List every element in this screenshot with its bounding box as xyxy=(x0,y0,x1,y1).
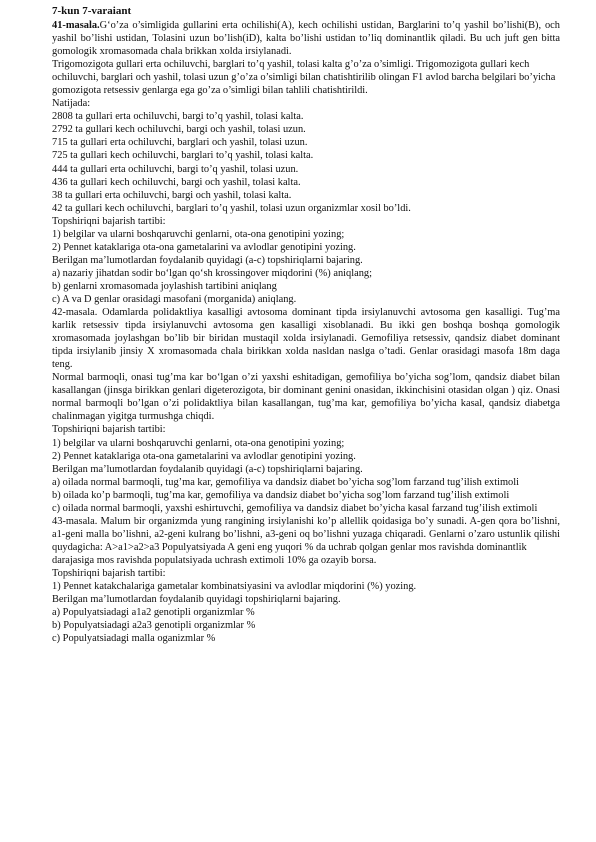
task-item: c) A va D genlar orasidagi masofani (morganida) aniqlang. xyxy=(52,293,297,305)
order-title: Topshiriqni bajarish tartibi: xyxy=(52,215,166,227)
problem-43-paragraph-2: darajasiga mos ravishda populatsiyada uchrash extimoli 10% ga ozayib borsa. xyxy=(52,554,377,566)
result-line: 2792 ta gullari kech ochiluvchi, bargi och yashil, tolasi uzun. xyxy=(52,124,306,136)
task-item: c) Populyatsiadagi malla oganizmlar % xyxy=(52,633,216,645)
tasks-intro: Berilgan ma’lumotlardan foydalanib quyidagi (a-c) topshiriqlarni bajaring. xyxy=(52,463,363,475)
task-item: b) oilada ko’p barmoqli, tug’ma kar, gemofiliya va dandsiz diabet bo’yicha sog’lom farzand tug’ilish extimoli xyxy=(52,489,510,501)
order-item: 1) belgilar va ularni boshqaruvchi genlarni, ota-ona genotipini yozing; xyxy=(52,437,345,449)
order-item: 2) Pennet kataklariga ota-ona gametalarini va avlodlar genotipini yozing. xyxy=(52,241,356,253)
result-line: 725 ta gullari kech ochiluvchi, barglari to’q yashil, tolasi kalta. xyxy=(52,150,314,162)
order-title: Topshiriqni bajarish tartibi: xyxy=(52,567,166,579)
order-title: Topshiriqni bajarish tartibi: xyxy=(52,424,166,436)
problem-41-intro xyxy=(52,19,560,58)
task-item: b) genlarni xromasomada joylashish tartibini aniqlang xyxy=(52,280,277,292)
result-line: 38 ta gullari erta ochiluvchi, bargi och yashil, tolasi kalta. xyxy=(52,189,292,201)
result-line: 42 ta gullari kech ochiluvchi, barglari to’q yashil, tolasi uzun organizmlar xosil bo’ldi. xyxy=(52,202,411,214)
problem-41-label: 41-masala. xyxy=(52,20,100,31)
order-item: 1) belgilar va ularni boshqaruvchi genlarni, ota-ona genotipini yozing; xyxy=(52,228,345,240)
task-item: a) oilada normal barmoqli, tug’ma kar, gemofiliya va dandsiz diabet bo’yicha sog’lom farzand tug’ilish extimoli xyxy=(52,476,520,488)
order-item: 1) Pennet katakchalariga gametalar kombinatsiyasini va avlodlar miqdorini (%) yozing. xyxy=(52,581,417,593)
problem-42-paragraph-2: Normal barmoqli, onasi tug’ma kar bo‘lgan o’zi yaxshi eshitadigan, gemofiliya bo’yicha sog’lom, qandsiz diabet bilan kasallangan (jinsga birikkan genlari digeterozigota, bir dominant genini onasidan, ikkinchisini otasidan olgan ) qiz. Onasi normal barmoqli bo’lgan o’zi polidaktliya bilan kasallangan, tug’ma kar, gemofiliya bo’yicha kasal, qandsiz diabetga chalinmagan yigitga turmushga chiqdi. xyxy=(52,372,560,423)
order-item: 2) Pennet kataklariga ota-ona gametalarini va avlodlar genotipini yozing. xyxy=(52,450,356,462)
tasks-intro: Berilgan ma’lumotlardan foydalanib quyidagi (a-c) topshiriqlarni bajaring. xyxy=(52,254,363,266)
page-title: 7-kun 7-varaiant xyxy=(52,5,132,17)
problem-42-paragraph-1: 42-masala. Odamlarda polidaktliya kasalligi avtosoma dominant tipda irsiylanuvchi avtosoma gen kasalligi. Tug’ma karlik retsessiv tipda irsiylanuvchi avtosoma gen kasalligi xisoblanadi. Bu ikki gen boshqa boshqa gomologik xromasomada joylashgan bo’lib bir biridan mustaqil xolda irsiylanadi. Gemofiliya retsessiv, qandsiz diabet dominant tipda irsiylanib jinsiy X xromasomada chala birikkan xolda nasldan naslga o’tadi. Genlar orasidagi masofa 18m daga teng. xyxy=(52,307,560,371)
result-line: 2808 ta gullari erta ochiluvchi, bargi to’q yashil, tolasi kalta. xyxy=(52,111,304,123)
result-line: 444 ta gullari erta ochiluvchi, bargi to’q yashil, tolasi uzun. xyxy=(52,163,299,175)
result-line: 436 ta gullari kech ochiluvchi, bargi och yashil, tolasi kalta. xyxy=(52,176,301,188)
task-item: a) nazariy jihatdan sodir bo‘lgan qo‘sh krossingover miqdorini (%) aniqlang; xyxy=(52,267,373,279)
problem-43-paragraph-1: 43-masala. Malum bir organizmda yung rangining irsiylanishi ko’p allellik qoidasiga bo’y sunadi. A-gen qora bo’lishni, a1-geni malla bo’lishni, a2-geni kulrang bo’lishni, a3-geni oq bo’lishni yuzaga chiqaradi. Genlarni o’zaro ustunlik qilishi quydagicha: A>a1>a2>a3 Populyatsiyada A geni eng yuqori % da uchrab qolgan genlar mos ravishda dominantlik xyxy=(52,515,560,553)
task-item: b) Populyatsiadagi a2a3 genotipli organizmlar % xyxy=(52,620,256,632)
tasks-intro: Berilgan ma’lumotlardan foydalanib quyidagi topshiriqlarni bajaring. xyxy=(52,594,341,606)
problem-41-natija: Natijada: xyxy=(52,98,91,110)
task-item: a) Populyatsiadagi a1a2 genotipli organizmlar % xyxy=(52,607,255,619)
problem-41-intro-text: G‘o’za o’simligida gullarini erta ochilishi(A), kech ochilishi ustidan, Barglarini to’q yashil bo’lishi(B), och yashil bo’lishi ustidan, Tolasini uzun bo’lish(iD), kalta bo’lishi ustidan to’liq dominantlik qiladi. Bu uch juft gen bitta gomologik xromasomada chala brikkan xolda irsiylanadi. xyxy=(52,20,560,58)
problem-41-paragraph-2: Trigomozigota gullari erta ochiluvchi, barglari to’q yashil, tolasi kalta g’o’za o’simligi. Trigomozigota gullari kech ochiluvchi, barglari och yashil, tolasi uzun g’o’za o’simligi bilan chatishtirilib olingan F1 avlod barcha belgilari bo’yicha gomozigota retsessiv genlarga ega go’za o’simligi bilan tahlili chatishtirildi. xyxy=(52,59,556,97)
task-item: c) oilada normal barmoqli, yaxshi eshirtuvchi, gemofiliya va dandsiz diabet bo’yicha kasal farzand tug’ilish extimoli xyxy=(52,502,538,514)
result-line: 715 ta gullari erta ochiluvchi, barglari och yashil, tolasi uzun. xyxy=(52,137,308,149)
